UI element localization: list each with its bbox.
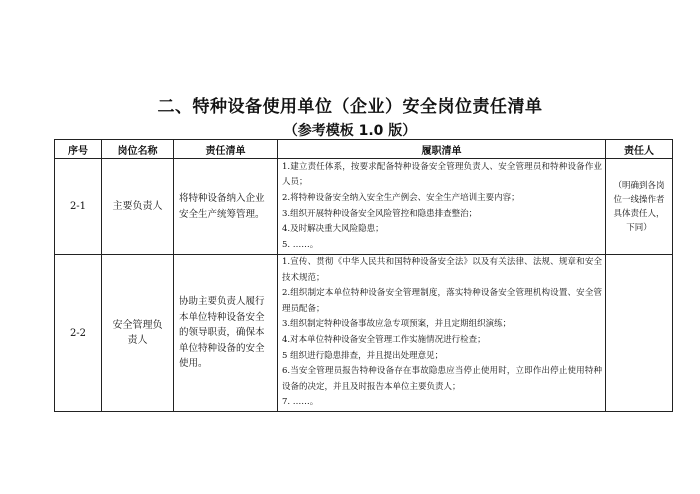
duty-item: 2.组织制定本单位特种设备安全管理制度，落实特种设备安全管理机构设置、安全管理员配备； — [282, 288, 602, 314]
row-responsibility: 将特种设备纳入企业安全生产统筹管理。 — [174, 159, 278, 255]
table-header-row — [55, 140, 673, 159]
header-seq: 序号 — [55, 140, 102, 159]
row-position: 主要负责人 — [102, 159, 174, 255]
duty-item: 3.组织开展特种设备安全风险管控和隐患排查整治； — [282, 208, 478, 219]
duty-item: 2.将特种设备安全纳入安全生产例会、安全生产培训主要内容； — [282, 192, 520, 203]
duty-item: 4.对本单位特种设备安全管理工作实施情况进行检查； — [282, 335, 486, 345]
duty-item: 5. ……。 — [282, 239, 319, 250]
row-number: 2-1 — [55, 159, 102, 255]
header-position: 岗位名称 — [102, 140, 174, 159]
duty-item: 1.建立责任体系，按要求配备特种设备安全管理负责人、安全管理员和特种设备作业人员； — [282, 161, 602, 188]
duty-item: 6.当安全管理员报告特种设备存在事故隐患应当停止使用时，立即作出停止使用特种设备的决定，并且及时报告本单位主要负责人； — [282, 366, 602, 392]
duty-item: 4.及时解决重大风险隐患； — [282, 224, 384, 235]
document-title: 二、特种设备使用单位（企业）安全岗位责任清单 — [157, 97, 543, 117]
header-duties: 履职清单 — [278, 140, 606, 159]
row-duties — [278, 255, 606, 412]
header-person: 责任人 — [606, 140, 673, 159]
header-responsibility: 责任清单 — [174, 140, 278, 159]
row-duties — [278, 159, 606, 255]
row-position: 安全管理负责人 — [102, 255, 174, 412]
duty-item: 3.组织制定特种设备事故应急专项预案，并且定期组织演练； — [282, 319, 512, 330]
row-responsibility: 协助主要负责人履行本单位特种设备安全的领导职责，确保本单位特种设备的安全使用。 — [174, 255, 278, 412]
responsibility-table — [54, 139, 673, 412]
duty-item: 1.宣传、贯彻《中华人民共和国特种设备安全法》以及有关法律、法规、规章和安全技术规范； — [282, 257, 602, 283]
document-subtitle: （参考模板 1.0 版） — [283, 123, 417, 139]
row-number: 2-2 — [55, 255, 102, 412]
row-person — [606, 255, 673, 412]
duty-item: 5 组织进行隐患排查，并且提出处理意见； — [282, 350, 444, 361]
row-person: （明确到各岗位一线操作者具体责任人，下同） — [606, 159, 673, 255]
duty-item: 7. ……。 — [282, 397, 319, 408]
table-row — [55, 255, 673, 412]
table-row — [55, 159, 673, 255]
